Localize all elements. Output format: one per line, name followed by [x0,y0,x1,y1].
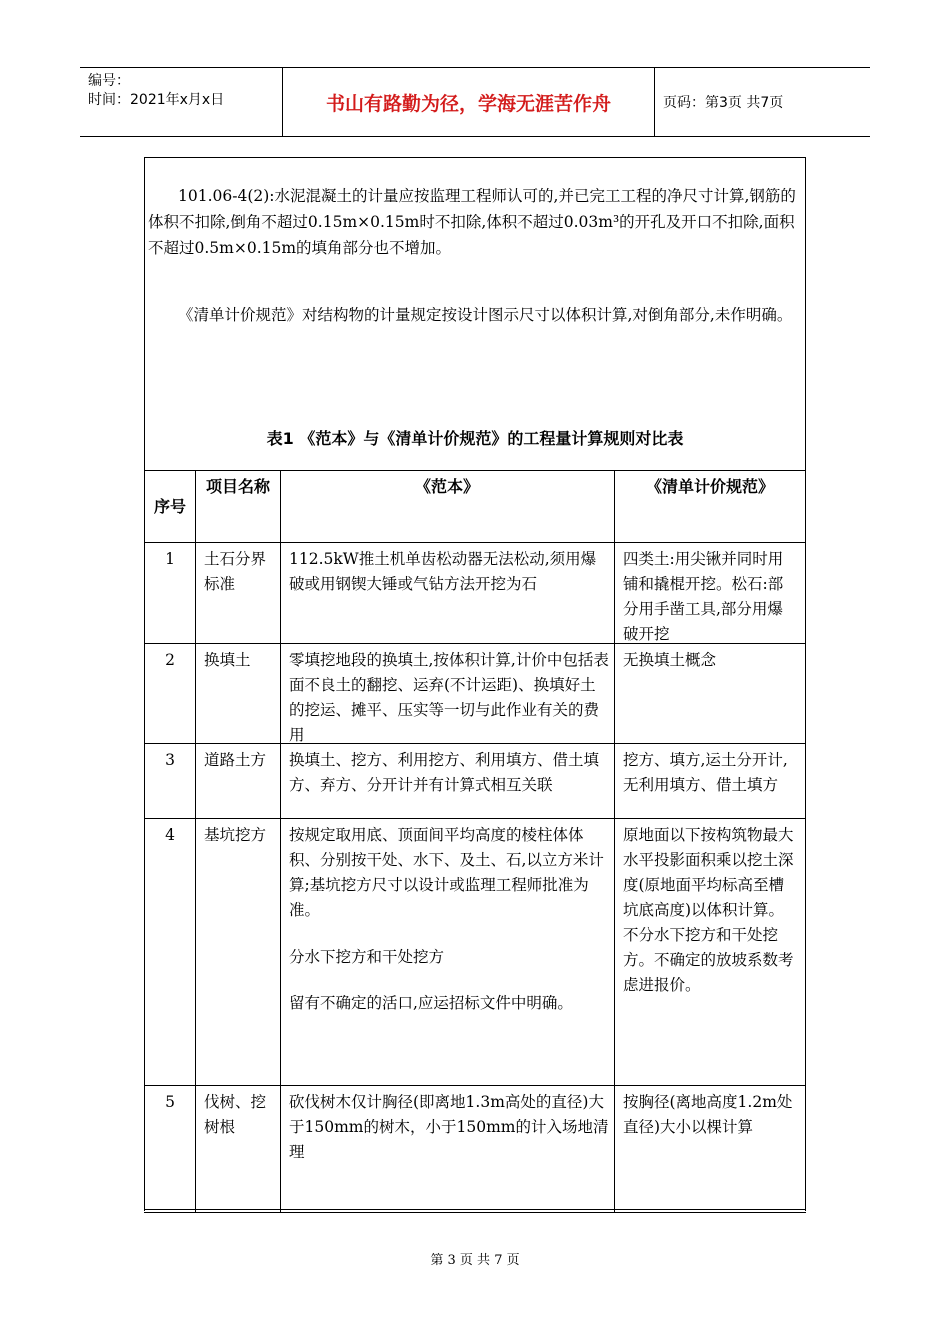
header-meta [80,68,283,136]
page-header [80,67,870,137]
table-cell-item: 换填土 [204,651,251,669]
table-cell-no: 3 [165,751,175,769]
header-motto: 书山有路勤为径，学海无涯苦作舟 [283,68,655,136]
table-cell-fanben: 按规定取用底、顶面间平均高度的棱柱体体积、分别按干处、水下、及土、石,以立方米计算;基坑挖方尺寸以设计或监理工程师批准为准。 [289,826,604,919]
table-cell-fanben-note: 分水下挖方和干处挖方 [289,948,445,966]
table-cell-no: 1 [165,550,175,568]
table-row-line [144,1085,806,1086]
table-cell-no: 5 [165,1093,175,1111]
table-cell-fanben: 零填挖地段的换填土,按体积计算,计价中包括表面不良土的翻挖、运弃(不计运距)、换填好土的挖运、摊平、压实等一切与此作业有关的费用 [289,651,609,744]
col-header-guifan: 《清单计价规范》 [645,477,774,496]
table-col-line [614,470,615,1212]
table-cell-fanben: 112.5kW推土机单齿松动器无法松动,须用爆破或用钢锲大锤或气钻方法开挖为石 [289,550,597,593]
col-header-fanben: 《范本》 [414,477,479,496]
col-header-item: 项目名称 [205,477,270,496]
table-cell-guifan: 按胸径(离地高度1.2m处直径)大小以棵计算 [623,1093,793,1136]
table-cell-item: 道路土方 [204,751,267,769]
table-cell-no: 4 [165,826,175,844]
table-cell-item: 伐树、挖树根 [204,1093,267,1136]
table-cell-item: 土石分界标准 [204,550,267,593]
paragraph-concrete-measure: 101.06-4(2):水泥混凝土的计量应按监理工程师认可的,并已完工工程的净尺寸计算,钢筋的体积不扣除,倒角不超过0.15m×0.15m时不扣除,体积不超过0.03m³的开孔及开口不扣除,面积不超过0.5m×0.15m的填角部分也不增加。 [148,187,796,257]
table-cell-fanben: 换填土、挖方、利用挖方、利用填方、借土填方、弃方、分开计并有计算式相互关联 [289,751,600,794]
date-label: 时间：2021年x月x日 [88,92,225,108]
frame-bottom-line-double [144,1212,806,1213]
table-col-line [280,470,281,1212]
table-cell-guifan: 四类土:用尖锹并同时用铺和撬棍开挖。松石:部分用手凿工具,部分用爆破开挖 [623,550,784,643]
frame-bottom-line [144,1209,806,1210]
paragraph-spec-note: 《清单计价规范》对结构物的计量规定按设计图示尺寸以体积计算,对倒角部分,未作明确。 [178,306,793,324]
table-cell-guifan: 无换填土概念 [623,651,717,669]
table-row-line [144,542,806,543]
table-cell-fanben: 砍伐树木仅计胸径(即离地1.3m高处的直径)大于150mm的树木，小于150mm的计入场地清理 [289,1093,609,1161]
table-col-line [195,470,196,1212]
table-cell-item: 基坑挖方 [204,826,267,844]
header-page-label: 页码：第3页 共7页 [663,95,784,111]
table-row-line [144,818,806,819]
table-title: 表1 《范本》与《清单计价规范》的工程量计算规则对比表 [266,429,684,448]
col-header-no: 序号 [153,497,186,516]
table-cell-guifan: 挖方、填方,运土分开计,无利用填方、借土填方 [623,751,788,794]
table-top-line [144,470,806,471]
serial-label: 编号： [88,73,130,89]
table-cell-fanben-note: 留有不确定的活口,应运招标文件中明确。 [289,994,573,1012]
table-cell-guifan: 原地面以下按构筑物最大水平投影面积乘以挖土深度(原地面平均标高至槽坑底高度)以体积计算。不分水下挖方和干处挖方。不确定的放坡系数考虑进报价。 [623,826,794,994]
page-footer: 第 3 页 共 7 页 [430,1253,520,1268]
table-cell-no: 2 [165,651,175,669]
